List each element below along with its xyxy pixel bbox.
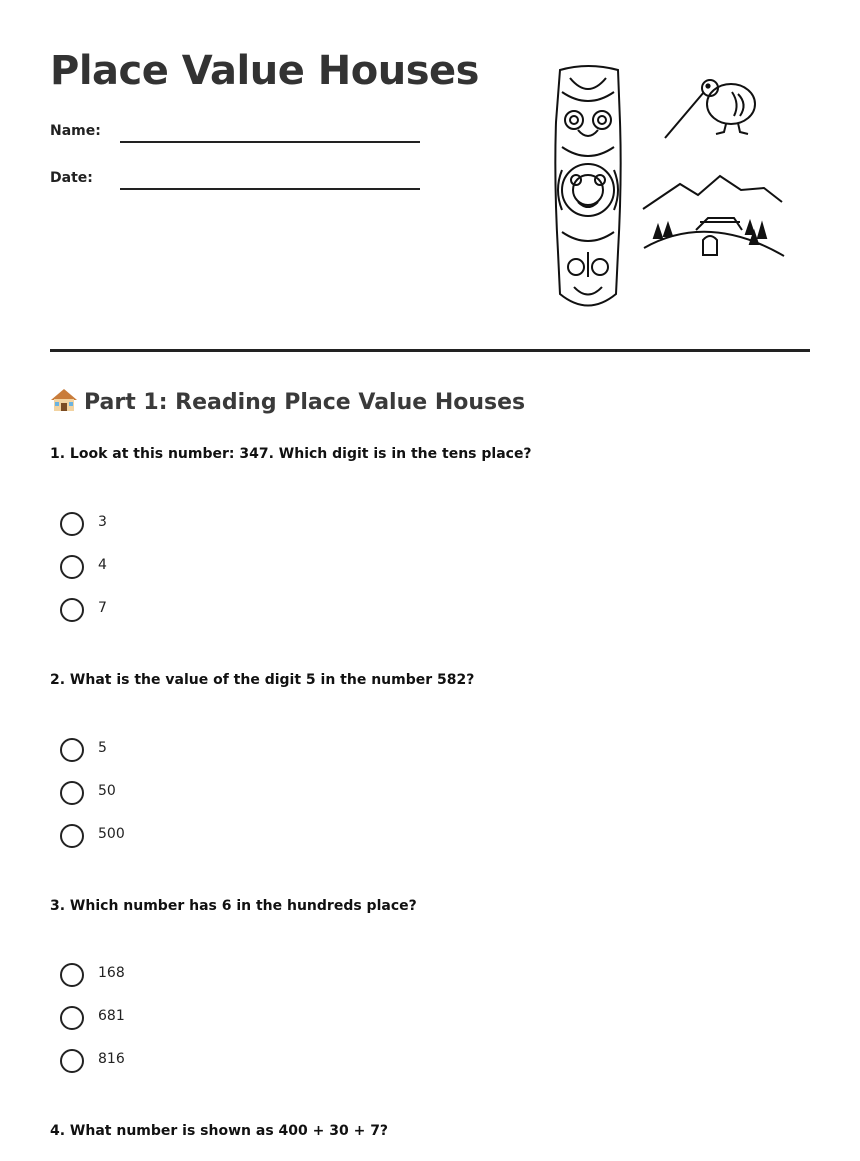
option-label: 500 (98, 826, 125, 842)
kiwi-bird-image (665, 80, 755, 138)
part1-heading (50, 388, 525, 415)
q1-option-1[interactable] (60, 512, 260, 538)
radio-button[interactable] (60, 738, 84, 762)
q2-option-2[interactable] (60, 781, 260, 807)
option-label: 3 (98, 514, 107, 530)
q3-option-1[interactable] (60, 963, 260, 989)
option-label: 7 (98, 600, 107, 616)
q2-option-3[interactable] (60, 824, 260, 850)
page-title: Place Value Houses (50, 48, 479, 94)
part1-heading-text: Part 1: Reading Place Value Houses (84, 390, 526, 415)
radio-button[interactable] (60, 824, 84, 848)
option-label: 168 (98, 965, 125, 981)
q2-option-1[interactable] (60, 738, 260, 764)
q3-option-2[interactable] (60, 1006, 260, 1032)
name-line[interactable] (120, 141, 420, 143)
totem-pole-image (555, 66, 620, 306)
question-2: 2. What is the value of the digit 5 in the number 582? (50, 672, 475, 688)
header-illustrations (548, 62, 798, 317)
option-label: 50 (98, 783, 116, 799)
option-label: 4 (98, 557, 107, 573)
q3-option-3[interactable] (60, 1049, 260, 1075)
radio-button[interactable] (60, 781, 84, 805)
landscape-image (643, 176, 784, 256)
question-1: 1. Look at this number: 347. Which digit is in the tens place? (50, 446, 532, 462)
date-line[interactable] (120, 188, 420, 190)
radio-button[interactable] (60, 1049, 84, 1073)
question-3: 3. Which number has 6 in the hundreds place? (50, 898, 417, 914)
date-label: Date: (50, 170, 93, 186)
q1-option-2[interactable] (60, 555, 260, 581)
radio-button[interactable] (60, 555, 84, 579)
q1-option-3[interactable] (60, 598, 260, 624)
option-label: 681 (98, 1008, 125, 1024)
radio-button[interactable] (60, 963, 84, 987)
house-emoji-icon (50, 388, 78, 412)
radio-button[interactable] (60, 512, 84, 536)
name-label: Name: (50, 123, 101, 139)
name-field[interactable] (50, 117, 430, 147)
date-field[interactable] (50, 164, 430, 194)
option-label: 5 (98, 740, 107, 756)
header-divider (50, 349, 810, 352)
question-4: 4. What number is shown as 400 + 30 + 7? (50, 1123, 389, 1139)
option-label: 816 (98, 1051, 125, 1067)
radio-button[interactable] (60, 598, 84, 622)
radio-button[interactable] (60, 1006, 84, 1030)
